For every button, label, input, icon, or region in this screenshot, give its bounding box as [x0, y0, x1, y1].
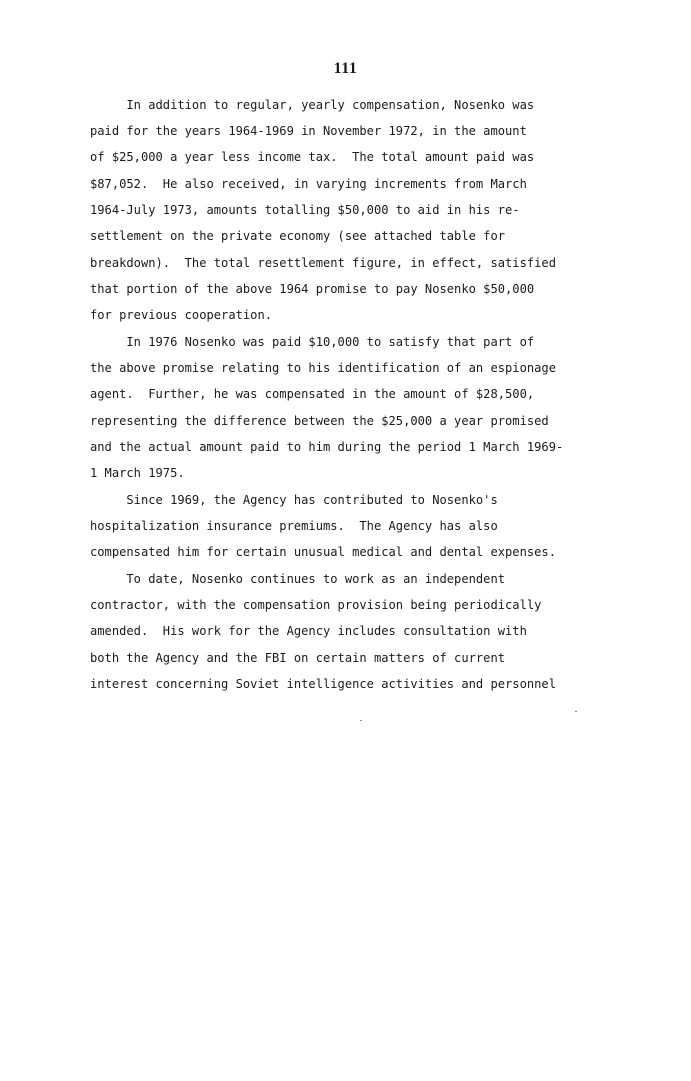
text-line: $87,052. He also received, in varying increments from March — [90, 177, 527, 191]
text-line: In 1976 Nosenko was paid $10,000 to satisfy that part of — [90, 335, 535, 349]
scan-speck — [360, 720, 362, 721]
text-line: interest concerning Soviet intelligence activities and personnel — [90, 677, 556, 691]
text-line: 1 March 1975. — [90, 466, 185, 480]
text-line: Since 1969, the Agency has contributed to Nosenko's — [90, 493, 498, 507]
text-line: To date, Nosenko continues to work as an independent — [90, 572, 506, 586]
text-line: for previous cooperation. — [90, 308, 273, 322]
page-number: 111 — [333, 60, 358, 77]
text-line: and the actual amount paid to him during the period 1 March 1969- — [90, 440, 564, 454]
text-line: 1964-July 1973, amounts totalling $50,000 to aid in his re- — [90, 203, 520, 217]
text-line: amended. His work for the Agency includes consultation with — [90, 624, 527, 638]
scan-speck — [575, 711, 577, 712]
text-line: of $25,000 a year less income tax. The total amount paid was — [90, 150, 535, 164]
text-line: In addition to regular, yearly compensation, Nosenko was — [90, 98, 535, 112]
text-line: paid for the years 1964-1969 in November 1972, in the amount — [90, 124, 527, 138]
text-line: both the Agency and the FBI on certain matters of current — [90, 651, 506, 665]
text-line: compensated him for certain unusual medical and dental expenses. — [90, 545, 556, 559]
text-line: that portion of the above 1964 promise to pay Nosenko $50,000 — [90, 282, 535, 296]
text-line: representing the difference between the $25,000 a year promised — [90, 414, 549, 428]
text-line: hospitalization insurance premiums. The Agency has also — [90, 519, 498, 533]
text-line: agent. Further, he was compensated in the amount of $28,500, — [90, 387, 535, 401]
text-line: breakdown). The total resettlement figure, in effect, satisfied — [90, 256, 556, 270]
text-line: the above promise relating to his identification of an espionage — [90, 361, 556, 375]
text-line: contractor, with the compensation provision being periodically — [90, 598, 542, 612]
text-line: settlement on the private economy (see attached table for — [90, 229, 506, 243]
